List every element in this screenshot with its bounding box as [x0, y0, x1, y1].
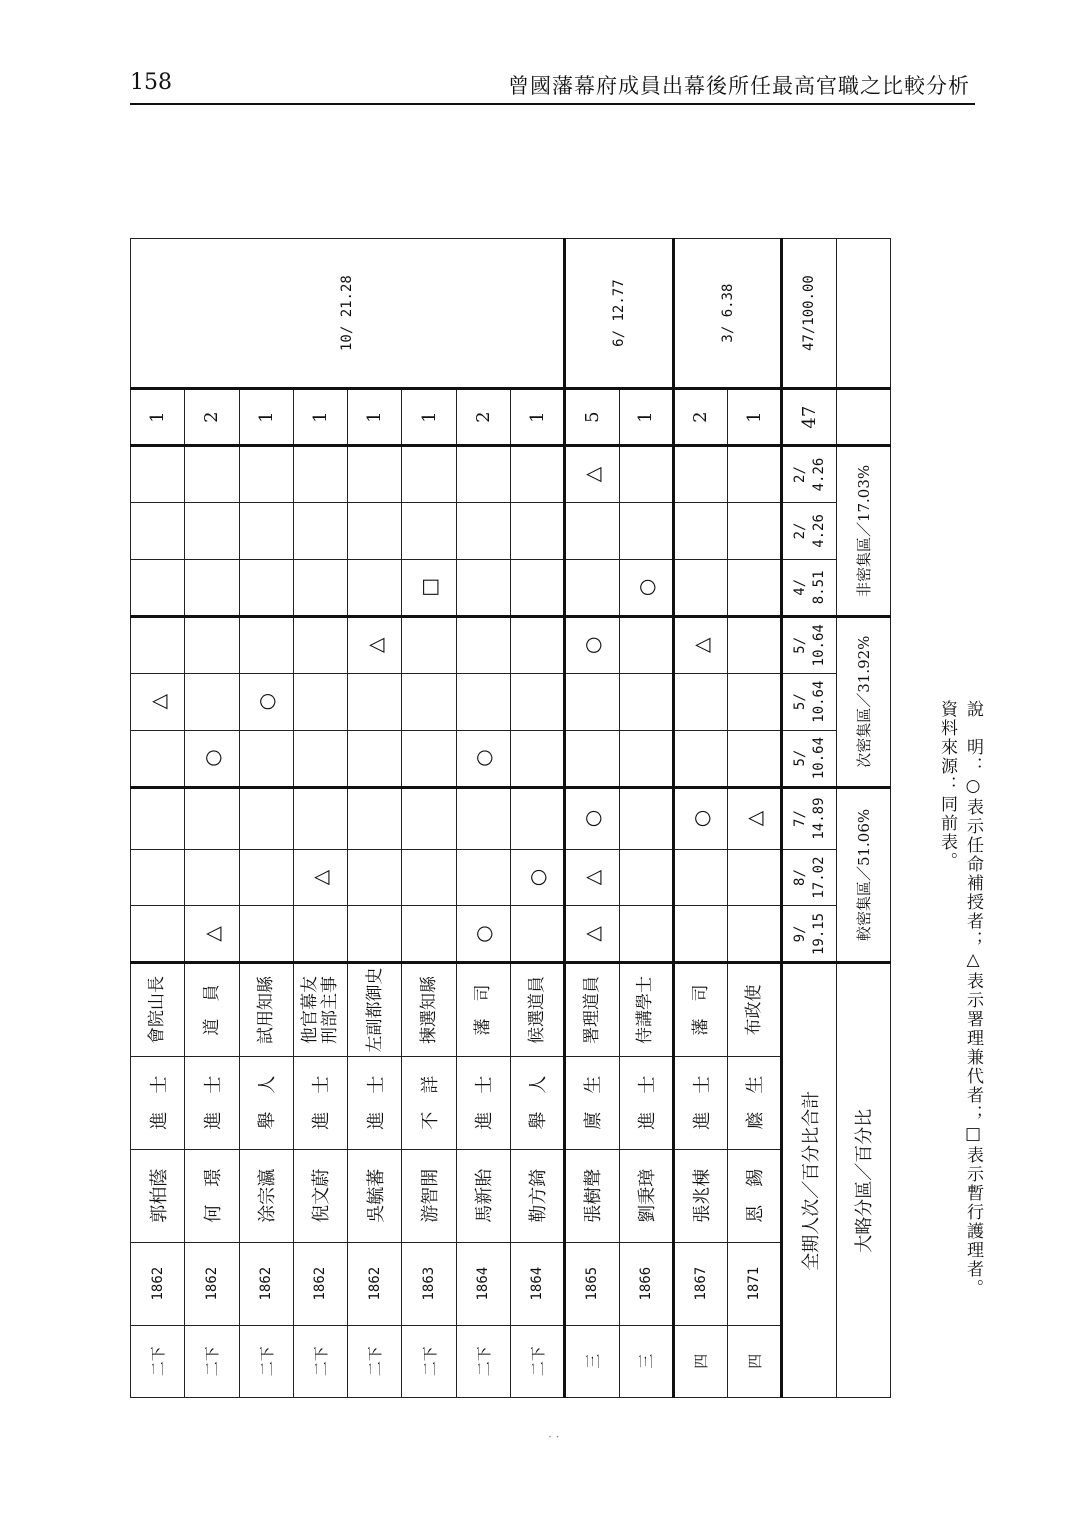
mark-cell — [293, 616, 347, 673]
mark-cell — [402, 616, 456, 673]
mark-cell — [402, 787, 456, 849]
overall-total-cell: 47/100.00 — [782, 239, 836, 389]
generation-cell: 二下 — [293, 1325, 347, 1397]
mark-cell — [619, 502, 673, 559]
degree-cell: 舉 人 — [510, 1056, 564, 1149]
mark-cell — [673, 906, 727, 963]
office-cell: 左副都御史 — [348, 963, 402, 1056]
mark-cell — [619, 673, 673, 730]
table-body — [131, 239, 891, 1398]
office-cell: 布政使 — [728, 963, 782, 1056]
mark-cell — [131, 906, 185, 963]
year-cell: 1867 — [673, 1242, 727, 1325]
mark-cell — [293, 787, 347, 849]
year-cell: 1862 — [239, 1242, 293, 1325]
group-total-cell: 10/ 21.28 — [131, 239, 565, 389]
mark-cell — [402, 906, 456, 963]
table-row — [565, 239, 619, 1398]
mark-cell — [673, 849, 727, 906]
mark-cell — [565, 730, 619, 787]
mark-cell — [402, 849, 456, 906]
office-cell: 試用知縣 — [239, 963, 293, 1056]
mark-cell — [293, 502, 347, 559]
page-number: 158 — [130, 70, 172, 95]
mark-cell: △ — [348, 616, 402, 673]
total-value-cell: 7/ 14.89 — [782, 787, 836, 849]
region-cell: 較密集區／51.06% — [836, 787, 890, 963]
total-label-cell: 全期人次／百分比合計 — [782, 963, 836, 1398]
name-cell: 恩 錫 — [728, 1149, 782, 1242]
mark-cell — [185, 502, 239, 559]
mark-cell: △ — [293, 849, 347, 906]
total-value-cell: 8/ 17.02 — [782, 849, 836, 906]
mark-cell — [131, 502, 185, 559]
year-cell: 1864 — [456, 1242, 510, 1325]
mark-cell: ○ — [565, 787, 619, 849]
mark-cell — [510, 446, 564, 503]
count-cell: 1 — [402, 389, 456, 446]
total-value-cell: 5/ 10.64 — [782, 616, 836, 673]
table-row — [402, 239, 456, 1398]
year-cell: 1871 — [728, 1242, 782, 1325]
table-row — [510, 239, 564, 1398]
mark-cell — [131, 616, 185, 673]
office-cell: 揀選知縣 — [402, 963, 456, 1056]
count-cell: 1 — [131, 389, 185, 446]
mark-cell — [293, 673, 347, 730]
table-row — [728, 239, 782, 1398]
mark-cell — [239, 730, 293, 787]
mark-cell: △ — [185, 906, 239, 963]
scan-artifact: · · — [548, 1430, 560, 1444]
year-cell: 1863 — [402, 1242, 456, 1325]
mark-cell — [348, 906, 402, 963]
table-row — [131, 239, 185, 1398]
name-cell: 吳毓蕃 — [348, 1149, 402, 1242]
mark-cell — [510, 559, 564, 616]
name-cell: 郭柏蔭 — [131, 1149, 185, 1242]
mark-cell — [565, 559, 619, 616]
mark-cell: ○ — [510, 849, 564, 906]
mark-cell — [510, 906, 564, 963]
year-cell: 1862 — [131, 1242, 185, 1325]
mark-cell: △ — [565, 849, 619, 906]
table-row — [348, 239, 402, 1398]
generation-cell: 二下 — [185, 1325, 239, 1397]
total-value-cell: 4/ 8.51 — [782, 559, 836, 616]
name-cell: 馬新貽 — [456, 1149, 510, 1242]
degree-cell: 進 士 — [673, 1056, 727, 1149]
mark-cell — [131, 849, 185, 906]
count-cell: 1 — [348, 389, 402, 446]
mark-cell: □ — [402, 559, 456, 616]
mark-cell: △ — [131, 673, 185, 730]
mark-cell — [565, 673, 619, 730]
degree-cell: 舉 人 — [239, 1056, 293, 1149]
footnotes — [935, 700, 1015, 1420]
region-label-cell: 大略分區／百分比 — [836, 963, 890, 1398]
mark-cell — [728, 559, 782, 616]
mark-cell — [131, 730, 185, 787]
mark-cell — [510, 616, 564, 673]
mark-cell — [131, 446, 185, 503]
table-row — [239, 239, 293, 1398]
total-value-cell: 2/ 4.26 — [782, 502, 836, 559]
mark-cell — [185, 446, 239, 503]
mark-cell: ○ — [565, 616, 619, 673]
office-cell: 候選道員 — [510, 963, 564, 1056]
count-cell: 1 — [293, 389, 347, 446]
mark-cell — [293, 730, 347, 787]
mark-cell — [510, 787, 564, 849]
mark-cell — [728, 849, 782, 906]
mark-cell — [619, 906, 673, 963]
name-cell: 倪文蔚 — [293, 1149, 347, 1242]
region-empty-cell — [836, 389, 890, 446]
mark-cell: ○ — [456, 906, 510, 963]
mark-cell — [239, 906, 293, 963]
table-row — [619, 239, 673, 1398]
mark-cell — [728, 502, 782, 559]
generation-cell: 二下 — [239, 1325, 293, 1397]
degree-cell: 廪 生 — [565, 1056, 619, 1149]
total-row — [782, 239, 836, 1398]
note-source: 資料來源：同前表。 — [937, 700, 957, 871]
name-cell: 張兆棟 — [673, 1149, 727, 1242]
year-cell: 1865 — [565, 1242, 619, 1325]
year-cell: 1862 — [348, 1242, 402, 1325]
mark-cell — [456, 502, 510, 559]
name-cell: 何 璟 — [185, 1149, 239, 1242]
mark-cell — [456, 787, 510, 849]
generation-cell: 二下 — [131, 1325, 185, 1397]
year-cell: 1862 — [293, 1242, 347, 1325]
generation-cell: 四 — [673, 1325, 727, 1397]
group-total-cell: 3/ 6.38 — [673, 239, 782, 389]
name-cell: 涂宗瀛 — [239, 1149, 293, 1242]
generation-cell: 三 — [565, 1325, 619, 1397]
year-cell: 1864 — [510, 1242, 564, 1325]
mark-cell — [673, 730, 727, 787]
mark-cell — [185, 559, 239, 616]
mark-cell — [619, 849, 673, 906]
mark-cell — [456, 446, 510, 503]
office-cell: 藩 司 — [673, 963, 727, 1056]
mark-cell: △ — [673, 616, 727, 673]
degree-cell: 進 士 — [456, 1056, 510, 1149]
count-cell: 1 — [619, 389, 673, 446]
mark-cell — [293, 906, 347, 963]
mark-cell — [456, 673, 510, 730]
table-row — [185, 239, 239, 1398]
mark-cell — [619, 730, 673, 787]
total-count-cell: 47 — [782, 389, 836, 446]
generation-cell: 二下 — [456, 1325, 510, 1397]
mark-cell: △ — [565, 446, 619, 503]
mark-cell — [728, 673, 782, 730]
mark-cell — [619, 787, 673, 849]
group-total-cell: 6/ 12.77 — [565, 239, 674, 389]
mark-cell — [456, 559, 510, 616]
office-cell: 道 員 — [185, 963, 239, 1056]
mark-cell: ○ — [673, 787, 727, 849]
mark-cell — [239, 787, 293, 849]
degree-cell: 進 士 — [348, 1056, 402, 1149]
mark-cell — [728, 616, 782, 673]
mark-cell — [673, 673, 727, 730]
year-cell: 1862 — [185, 1242, 239, 1325]
office-cell: 侍講學士 — [619, 963, 673, 1056]
mark-cell: ○ — [239, 673, 293, 730]
mark-cell: △ — [728, 787, 782, 849]
table-row — [673, 239, 727, 1398]
degree-cell: 進 士 — [619, 1056, 673, 1149]
mark-cell — [565, 502, 619, 559]
region-row — [836, 239, 890, 1398]
mark-cell — [402, 502, 456, 559]
mark-cell — [348, 559, 402, 616]
mark-cell — [348, 673, 402, 730]
count-cell: 1 — [728, 389, 782, 446]
mark-cell — [348, 730, 402, 787]
table-row — [293, 239, 347, 1398]
region-empty-cell — [836, 239, 890, 389]
mark-cell — [131, 787, 185, 849]
total-value-cell: 2/ 4.26 — [782, 446, 836, 503]
mark-cell — [728, 730, 782, 787]
mark-cell — [456, 616, 510, 673]
mark-cell — [673, 502, 727, 559]
degree-cell: 不 詳 — [402, 1056, 456, 1149]
mark-cell — [131, 559, 185, 616]
mark-cell — [619, 616, 673, 673]
region-cell: 非密集區／17.03% — [836, 446, 890, 617]
mark-cell — [456, 849, 510, 906]
note-explanation: 說 明：○表示任命補授者；△表示署理兼代者；□表示暫行護理者。 — [963, 700, 983, 1298]
generation-cell: 二下 — [402, 1325, 456, 1397]
mark-cell: ○ — [456, 730, 510, 787]
mark-cell — [510, 730, 564, 787]
mark-cell — [185, 849, 239, 906]
count-cell: 2 — [673, 389, 727, 446]
mark-cell — [239, 559, 293, 616]
region-cell: 次密集區／31.92% — [836, 616, 890, 787]
generation-cell: 三 — [619, 1325, 673, 1397]
count-cell: 2 — [456, 389, 510, 446]
degree-cell: 廕 生 — [728, 1056, 782, 1149]
degree-cell: 進 士 — [293, 1056, 347, 1149]
officials-table — [130, 238, 891, 1398]
mark-cell — [402, 730, 456, 787]
mark-cell — [185, 673, 239, 730]
count-cell: 1 — [239, 389, 293, 446]
rotated-table-wrapper — [130, 238, 890, 1398]
degree-cell: 進 士 — [185, 1056, 239, 1149]
mark-cell — [619, 446, 673, 503]
mark-cell — [402, 446, 456, 503]
generation-cell: 四 — [728, 1325, 782, 1397]
mark-cell — [293, 446, 347, 503]
mark-cell — [510, 502, 564, 559]
total-value-cell: 9/ 19.15 — [782, 906, 836, 963]
header-rule — [130, 103, 975, 105]
generation-cell: 二下 — [348, 1325, 402, 1397]
mark-cell — [348, 446, 402, 503]
office-cell: 藩 司 — [456, 963, 510, 1056]
mark-cell — [239, 616, 293, 673]
mark-cell — [239, 446, 293, 503]
generation-cell: 二下 — [510, 1325, 564, 1397]
mark-cell — [348, 502, 402, 559]
mark-cell — [293, 559, 347, 616]
degree-cell: 進 士 — [131, 1056, 185, 1149]
name-cell: 張樹聲 — [565, 1149, 619, 1242]
mark-cell — [673, 559, 727, 616]
total-value-cell: 5/ 10.64 — [782, 673, 836, 730]
name-cell: 游智開 — [402, 1149, 456, 1242]
office-cell: 會院山長 — [131, 963, 185, 1056]
mark-cell — [728, 446, 782, 503]
year-cell: 1866 — [619, 1242, 673, 1325]
mark-cell — [239, 849, 293, 906]
mark-cell — [673, 446, 727, 503]
mark-cell — [348, 787, 402, 849]
count-cell: 5 — [565, 389, 619, 446]
mark-cell — [239, 502, 293, 559]
running-title: 曾國藩幕府成員出幕後所任最高官職之比較分析 — [508, 74, 970, 98]
mark-cell: △ — [565, 906, 619, 963]
mark-cell — [728, 906, 782, 963]
total-value-cell: 5/ 10.64 — [782, 730, 836, 787]
mark-cell: ○ — [619, 559, 673, 616]
mark-cell — [402, 673, 456, 730]
mark-cell — [348, 849, 402, 906]
mark-cell — [185, 787, 239, 849]
count-cell: 1 — [510, 389, 564, 446]
table-row — [456, 239, 510, 1398]
mark-cell: ○ — [185, 730, 239, 787]
name-cell: 劉秉璋 — [619, 1149, 673, 1242]
office-cell: 署理道員 — [565, 963, 619, 1056]
mark-cell — [185, 616, 239, 673]
office-cell: 他官幕友 刑部主事 — [293, 963, 347, 1056]
mark-cell — [510, 673, 564, 730]
count-cell: 2 — [185, 389, 239, 446]
name-cell: 勒方錡 — [510, 1149, 564, 1242]
